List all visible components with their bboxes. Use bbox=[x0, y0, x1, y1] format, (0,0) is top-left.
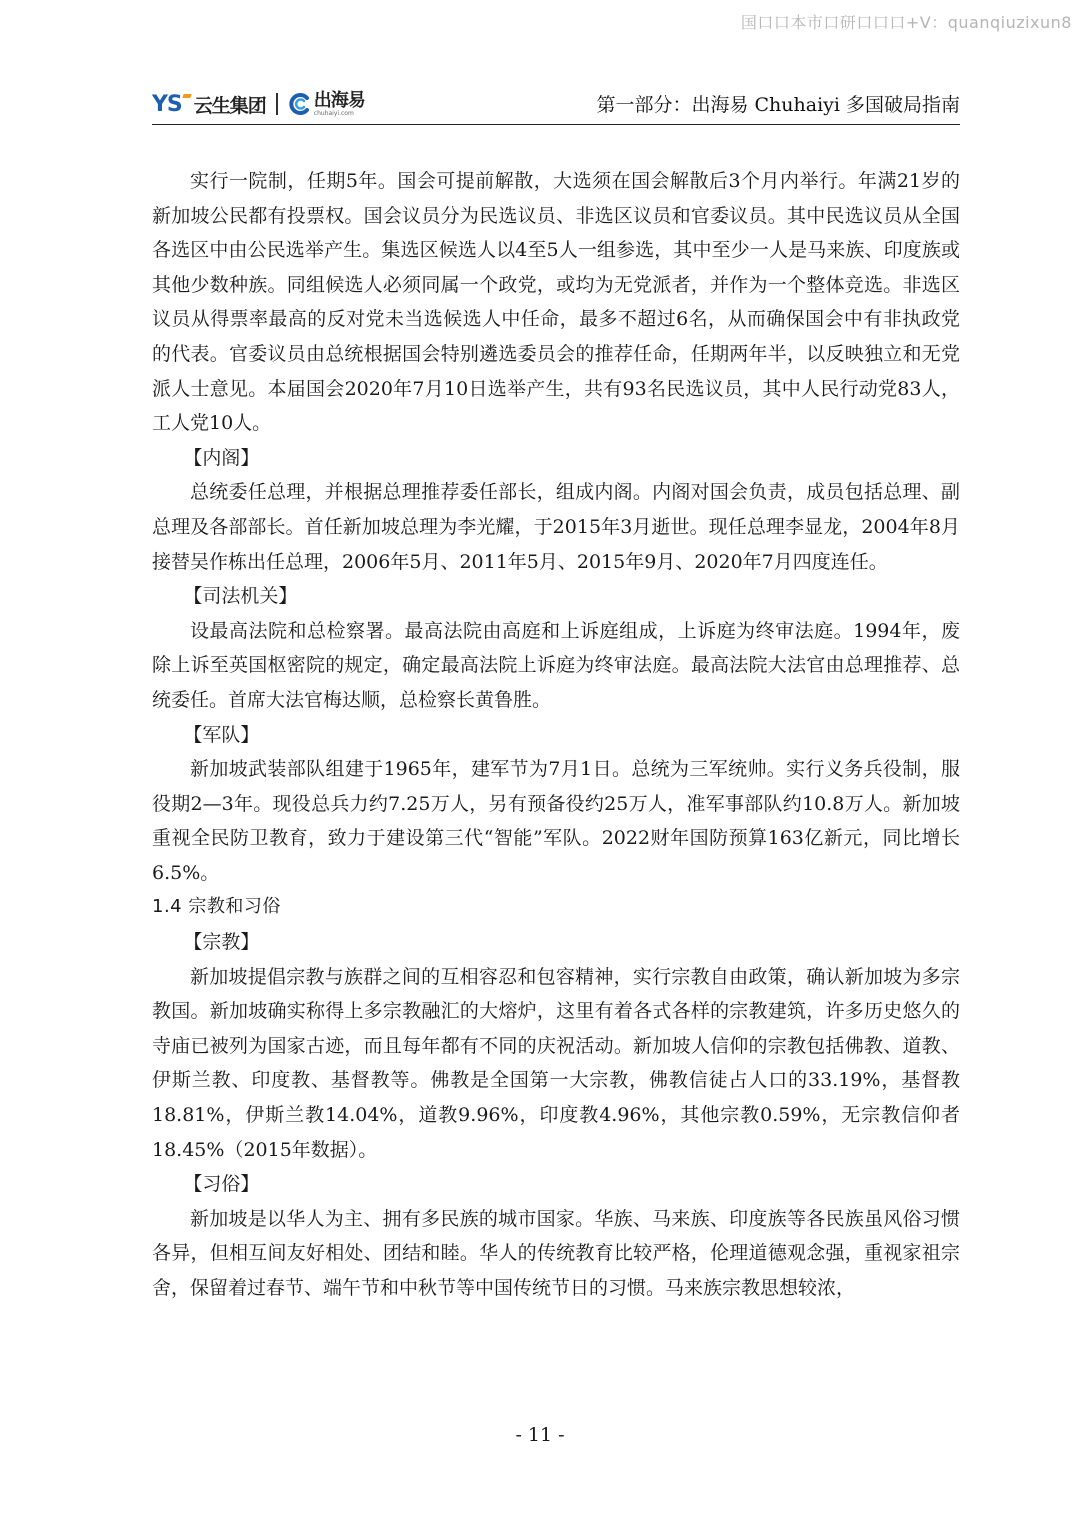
logo-divider bbox=[276, 93, 278, 115]
heading-cabinet: 【内阁】 bbox=[183, 446, 260, 469]
brand-logo bbox=[152, 90, 365, 118]
heading-judiciary: 【司法机关】 bbox=[183, 585, 298, 608]
ys-logo-mark bbox=[182, 94, 191, 98]
chuhaiyi-wordmark bbox=[313, 89, 365, 117]
yunsheng-logo-text: 云生集团 bbox=[193, 94, 266, 117]
ys-logo-text: YS bbox=[152, 91, 182, 117]
chuhaiyi-logo-text: 出海易 bbox=[313, 89, 365, 111]
section-heading-religion-customs: 1.4 宗教和习俗 bbox=[152, 896, 281, 918]
watermark: 国口口本市口研口口口+V：quanqiuzixun8 bbox=[740, 13, 1072, 32]
page-number: - 11 - bbox=[515, 1424, 565, 1446]
paragraph-customs: 新加坡是以华人为主、拥有多民族的城市国家。华族、马来族、印度族等各民族虽风俗习惯各异，但相互间友好相处、团结和睦。华人的传统教育比较严格，伦理道德观念强，重视家祖宗舍，保留着过春节、端午节和中秋节等中国传统节日的习惯。马来族宗教思想较浓， bbox=[152, 1207, 960, 1299]
paragraph-parliament: 实行一院制，任期5年。国会可提前解散，大选须在国会解散后3个月内举行。年满21岁的新加坡公民都有投票权。国会议员分为民选议员、非选区议员和官委议员。其中民选议员从全国各选区中由公民选举产生。集选区候选人以4至5人一组参选，其中至少一人是马来族、印度族或其他少数种族。同组候选人必须同属一个政党，或均为无党派者，并作为一个整体竞选。非选区议员从得票率最高的反对党未当选候选人中任命，最多不超过6名，从而确保国会中有非执政党的代表。官委议员由总统根据国会特别遴选委员会的推荐任命，任期两年半，以反映独立和无党派人士意见。本届国会2020年7月10日选举产生，共有93名民选议员，其中人民行动党83人，工人党10人。 bbox=[152, 170, 960, 435]
heading-military: 【军队】 bbox=[183, 723, 260, 746]
page-header bbox=[152, 84, 960, 125]
paragraph-cabinet: 总统委任总理，并根据总理推荐委任部长，组成内阁。内阁对国会负责，成员包括总理、副总理及各部部长。首任新加坡总理为李光耀，于2015年3月逝世。现任总理李显龙，2004年8月接替吴作栋出任总理，2006年5月、2011年5月、2015年9月、2020年7月四度连任。 bbox=[152, 481, 960, 573]
header-title: 第一部分：出海易 Chuhaiyi 多国破局指南 bbox=[596, 94, 960, 116]
chuhaiyi-c-icon bbox=[288, 92, 312, 116]
paragraph-religion: 新加坡提倡宗教与族群之间的互相容忍和包容精神，实行宗教自由政策，确认新加坡为多宗教国。新加坡确实称得上多宗教融汇的大熔炉，这里有着各式各样的宗教建筑，许多历史悠久的寺庙已被列为国家古迹，而且每年都有不同的庆祝活动。新加坡人信仰的宗教包括佛教、道教、伊斯兰教、印度教、基督教等。佛教是全国第一大宗教，佛教信徒占人口的33.19%，基督教18.81%，伊斯兰教14.04%，道教9.96%，印度教4.96%，其他宗教0.59%，无宗教信仰者18.45%（2015年数据）。 bbox=[152, 965, 960, 1161]
chuhaiyi-domain: chuhaiyi.com bbox=[313, 109, 354, 117]
paragraph-military: 新加坡武装部队组建于1965年，建军节为7月1日。总统为三军统帅。实行义务兵役制，服役期2—3年。现役总兵力约7.25万人，另有预备役约25万人，准军事部队约10.8万人。新加坡重视全民防卫教育，致力于建设第三代“智能”军队。2022财年国防预算163亿新元，同比增长6.5%。 bbox=[152, 758, 960, 884]
heading-customs: 【习俗】 bbox=[183, 1173, 260, 1196]
heading-religion: 【宗教】 bbox=[183, 931, 260, 954]
page-content bbox=[152, 164, 960, 1306]
paragraph-judiciary: 设最高法院和总检察署。最高法院由高庭和上诉庭组成，上诉庭为终审法庭。1994年，废除上诉至英国枢密院的规定，确定最高法院上诉庭为终审法庭。最高法院大法官由总理推荐、总统委任。首席大法官梅达顺，总检察长黄鲁胜。 bbox=[152, 619, 960, 711]
